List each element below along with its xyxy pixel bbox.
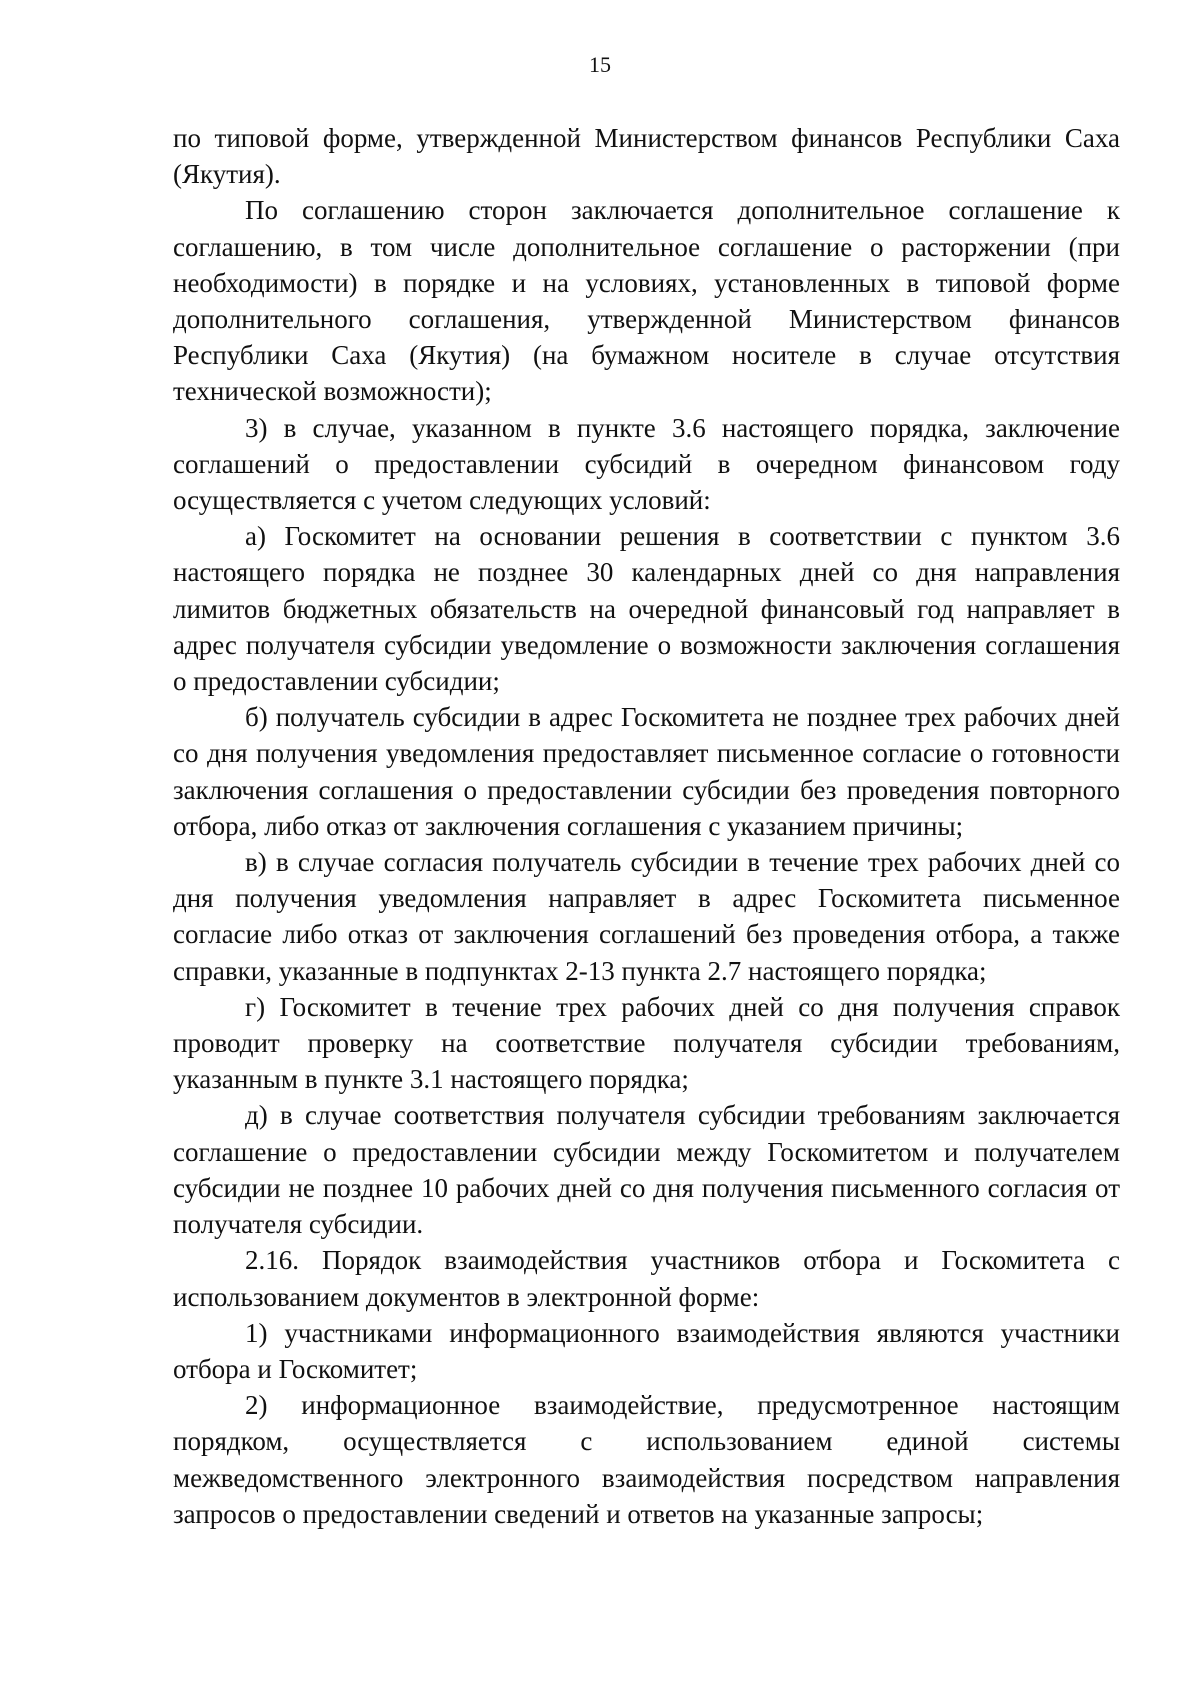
paragraph: По соглашению сторон заключается дополнительное соглашение к соглашению, в том числе дополнительное соглашение о расторжении (при необходимости) в порядке и на условиях, установленных в типовой форме дополнительного соглашения, утвержденной Министерством финансов Республики Саха (Якутия) (на бумажном носителе в случае отсутствия технической возможности); xyxy=(173,195,1120,407)
paragraph: а) Госкомитет на основании решения в соответствии с пунктом 3.6 настоящего порядка не позднее 30 календарных дней со дня направления лимитов бюджетных обязательств на очередной финансовый год направляет в адрес получателя субсидии уведомление о возможности заключения соглашения о предоставлении субсидии; xyxy=(173,521,1120,697)
page-number: 15 xyxy=(589,52,611,77)
paragraph: 2) информационное взаимодействие, предусмотренное настоящим порядком, осуществляется с использованием единой системы межведомственного электронного взаимодействия посредством направления запросов о предоставлении сведений и ответов на указанные запросы; xyxy=(173,1390,1120,1529)
paragraph: в) в случае согласия получатель субсидии в течение трех рабочих дней со дня получения уведомления направляет в адрес Госкомитета письменное согласие либо отказ от заключения соглашений без проведения отбора, а также справки, указанные в подпунктах 2-13 пункта 2.7 настоящего порядка; xyxy=(173,847,1120,986)
paragraph: г) Госкомитет в течение трех рабочих дней со дня получения справок проводит проверку на соответствие получателя субсидии требованиям, указанным в пункте 3.1 настоящего порядка; xyxy=(173,991,1120,1095)
paragraph: б) получатель субсидии в адрес Госкомитета не позднее трех рабочих дней со дня получения уведомления предоставляет письменное согласие о готовности заключения соглашения о предоставлении субсидии без проведения повторного отбора, либо отказ от заключения соглашения с указанием причины; xyxy=(173,702,1120,841)
paragraph: д) в случае соответствия получателя субсидии требованиям заключается соглашение о предоставлении субсидии между Госкомитетом и получателем субсидии не позднее 10 рабочих дней со дня получения письменного согласия от получателя субсидии. xyxy=(173,1100,1120,1240)
paragraph: по типовой форме, утвержденной Министерством финансов Республики Саха (Якутия). xyxy=(173,123,1120,190)
paragraph: 2.16. Порядок взаимодействия участников отбора и Госкомитета с использованием документов в электронной форме: xyxy=(173,1245,1120,1312)
paragraph: 3) в случае, указанном в пункте 3.6 настоящего порядка, заключение соглашений о предоставлении субсидий в очередном финансовом году осуществляется с учетом следующих условий: xyxy=(173,412,1120,516)
document-body xyxy=(173,120,1120,1532)
paragraph: 1) участниками информационного взаимодействия являются участники отбора и Госкомитет; xyxy=(173,1317,1120,1384)
